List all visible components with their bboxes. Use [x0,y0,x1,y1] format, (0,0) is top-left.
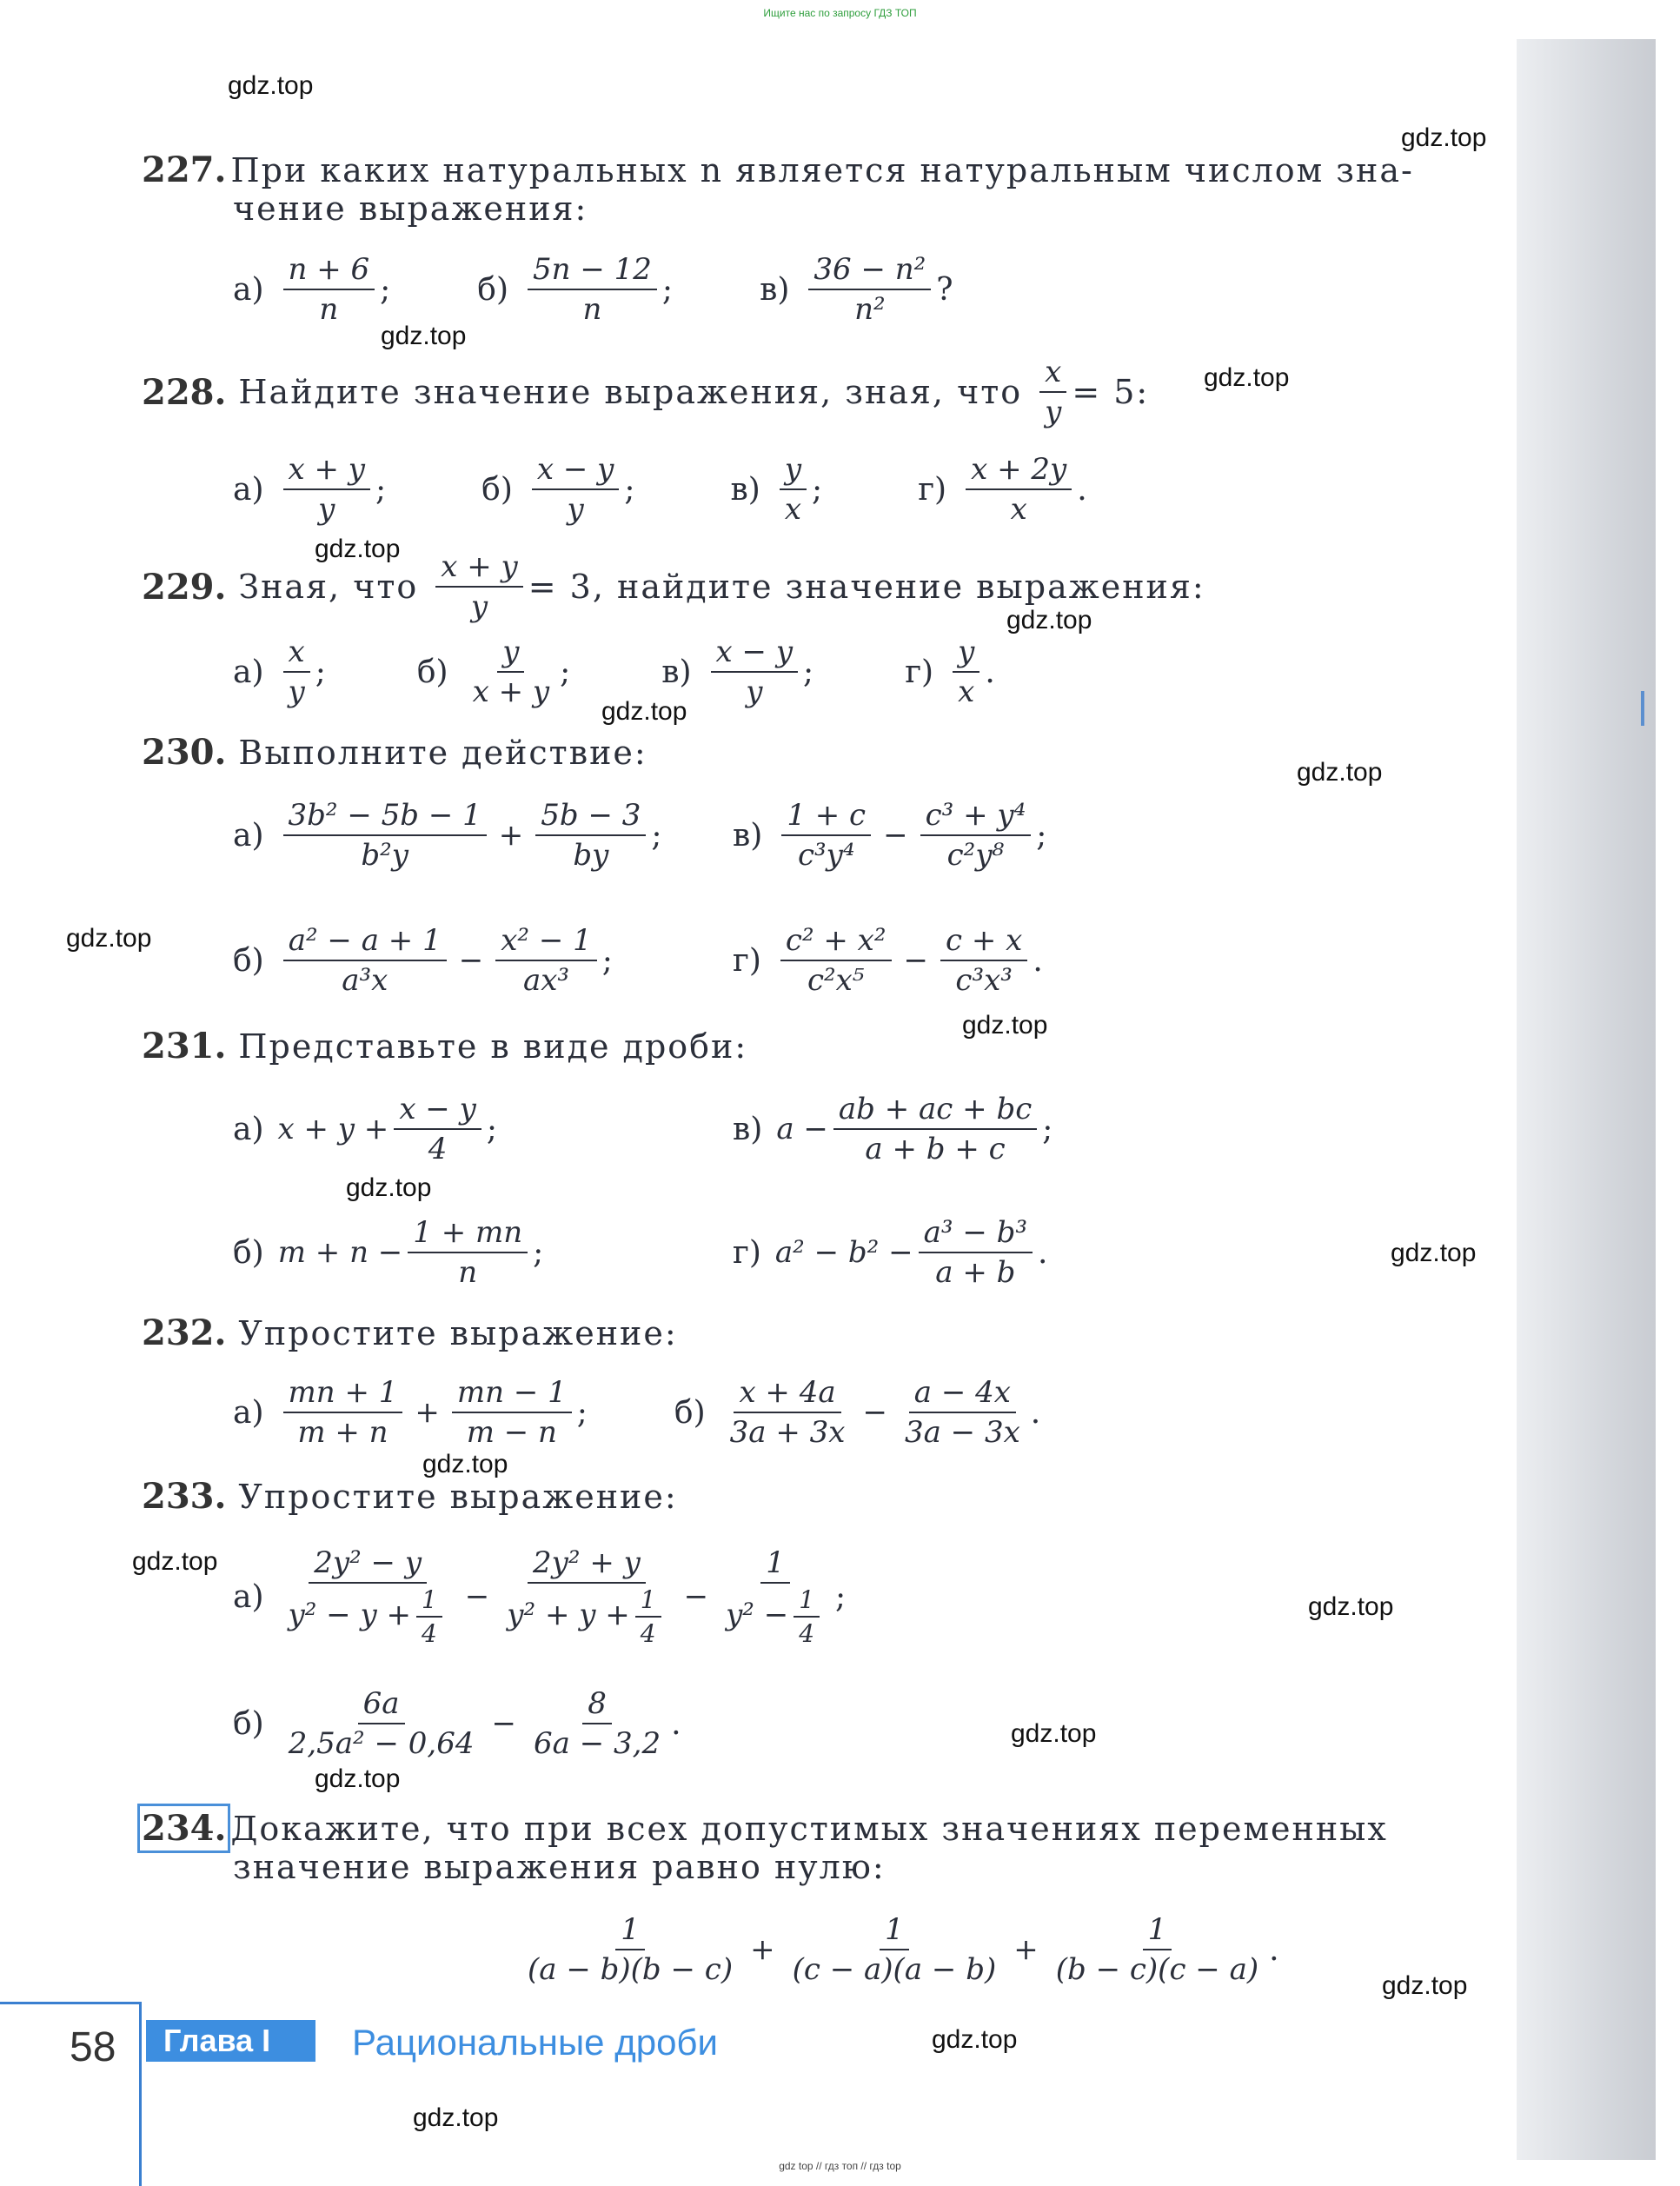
book-spine-shadow [1517,39,1656,2160]
watermark: gdz.top [932,2025,1018,2054]
fraction: $\frac{\text{a² − a + 1}}{\text{a³x}}$ [283,923,447,998]
fraction: $\frac{x + 2y}{x}$ [966,452,1072,527]
problem-text: Найдите значение выражения, зная, что [238,373,1023,411]
problem-227-options: а) $\frac{n + 6}{n}$ ; б) $\frac{5n - 12}{n}$ ; в) $\frac{\text{36 − n²}}{\text{n²}}$ ? [233,252,953,327]
watermark: gdz.top [381,322,467,350]
fraction: 1 y² − $\frac{1}{4}$ [720,1545,830,1648]
page-number: 58 [70,2024,116,2070]
fraction: 2y² + y y² + y + $\frac{1}{4}$ [501,1545,671,1648]
problem-230: 230. Выполните действие: [142,732,647,773]
chapter-title: Рациональные дроби [352,2022,718,2063]
fraction: $\frac{y}{x}$ [953,635,979,709]
fraction: $\frac{5n - 12}{n}$ [528,252,657,327]
watermark: gdz.top [413,2103,499,2132]
problem-text-cont: чение выражения: [233,189,588,228]
problem-number: 232. [142,1312,227,1353]
fraction: $\frac{1}{(b - c)(c - a)}$ [1055,1912,1259,1987]
fraction: $\frac{x - y}{y}$ [532,452,620,527]
problem-232-options: а) $\frac{mn + 1}{m + n}$ + $\frac{mn - 1}{m - n}$ ; б) $\frac{x + 4a}{3a + 3x}$ − $\frac{a - 4x}{3a - 3x}$ . [233,1375,1041,1450]
bottom-banner: gdz top // гдз топ // гдз top [779,2160,901,2172]
watermark: gdz.top [1401,123,1487,152]
watermark: gdz.top [1382,1971,1468,2000]
problem-229: 229. Зная, что $\frac{x + y}{y}$ = 3, найдите значение выражения: [142,549,1205,624]
problem-233: 233. Упростите выражение: [142,1476,678,1517]
problem-231-option-b: б) m + n − $\frac{1 + mn}{n}$ ; [233,1215,544,1290]
fraction: $\frac{y}{x}$ [780,452,807,527]
watermark: gdz.top [1297,758,1383,787]
fraction: $\frac{c + x}{\text{c³x³}}$ [940,923,1027,998]
problem-number: 231. [142,1026,227,1066]
fraction: $\frac{1 + mn}{n}$ [408,1215,528,1290]
fraction: $\frac{6a}{\text{2,5a² − 0,64}}$ [288,1686,475,1761]
fraction: $\frac{8}{6a - 3,2}$ [534,1686,661,1761]
watermark: gdz.top [422,1450,508,1478]
watermark: gdz.top [1006,606,1092,635]
fraction: $\frac{ab + ac + bc}{a + b + c}$ [833,1092,1037,1166]
problem-227 [142,149,1414,190]
watermark: gdz.top [601,697,687,726]
problem-231-option-a: а) x + y + $\frac{x - y}{4}$ ; [233,1092,497,1166]
watermark: gdz.top [315,1764,401,1793]
watermark: gdz.top [132,1547,218,1576]
chapter-label: Глава I [146,2020,315,2062]
problem-number: 229. [142,566,227,608]
footer-divider-vertical [139,2002,142,2186]
fraction: $\frac{x - y}{4}$ [394,1092,481,1166]
watermark: gdz.top [346,1173,432,1202]
fraction: $\frac{x + y}{y}$ [283,452,371,527]
watermark: gdz.top [1391,1239,1477,1267]
fraction: $\frac{x}{y}$ [283,635,310,709]
problem-230-option-b: б) $\frac{\text{a² − a + 1}}{\text{a³x}}$ − $\frac{\text{x² − 1}}{\text{ax³}}$ ; [233,923,613,998]
problem-number: 233. [142,1476,227,1517]
fraction: $\frac{y}{x + y}$ [472,635,550,709]
problem-231: 231. Представьте в виде дроби: [142,1026,748,1066]
fraction: $\frac{mn - 1}{m - n}$ [452,1375,572,1450]
fraction: $\frac{mn + 1}{m + n}$ [283,1375,403,1450]
problem-230-option-g: г) $\frac{\text{c² + x²}}{\text{c²x⁵}}$ − $\frac{c + x}{\text{c³x³}}$ . [733,923,1043,998]
fraction: $\frac{\text{c² + x²}}{\text{c²x⁵}}$ [780,923,892,998]
watermark: gdz.top [1204,363,1290,392]
fraction: $\frac{\text{c³ + y⁴}}{\text{c²y⁸}}$ [920,798,1032,873]
problem-234 [142,1808,1388,1849]
problem-231-option-g: г) a² − b² − $\frac{\text{a³ − b³}}{a + b}$ . [733,1215,1048,1290]
problem-232: 232. Упростите выражение: [142,1312,678,1353]
fraction: $\frac{\text{3b² − 5b − 1}}{\text{b²y}}$ [283,798,487,873]
fraction: $\frac{\text{36 − n²}}{\text{n²}}$ [808,252,931,327]
fraction: $\frac{1 + c}{\text{c³y⁴}}$ [781,798,871,873]
footer-divider [0,2002,141,2004]
problem-233-option-b: б) $\frac{6a}{\text{2,5a² − 0,64}}$ − $\frac{8}{6a - 3,2}$ . [233,1686,681,1761]
watermark: gdz.top [962,1011,1048,1040]
problem-number: 234. [142,1808,227,1849]
problem-234-expression: $\frac{1}{(a - b)(b - c)}$ + $\frac{1}{(c - a)(a - b)}$ + $\frac{1}{(b - c)(c - a)}$ . [517,1912,1279,1987]
fraction: $\frac{x + y}{y}$ [435,549,523,624]
watermark: gdz.top [1308,1592,1394,1621]
problem-228: 228. Найдите значение выражения, зная, что $\frac{x}{y}$ = 5: [142,355,1150,429]
problem-number: 227. [142,149,227,190]
problem-text: При каких натуральных n является натуральным числом зна- [230,151,1414,189]
spine-tab-marker [1641,691,1644,726]
fraction: $\frac{x - y}{y}$ [711,635,799,709]
problem-number: 230. [142,732,227,773]
fraction: 2y² − y y² − y + $\frac{1}{4}$ [283,1545,453,1648]
problem-text-cont: значение выражения равно нулю: [233,1848,886,1886]
fraction: $\frac{x}{y}$ [1039,355,1066,429]
watermark: gdz.top [66,924,152,953]
problem-230-option-v: в) $\frac{1 + c}{\text{c³y⁴}}$ − $\frac{\text{c³ + y⁴}}{\text{c²y⁸}}$ ; [733,798,1047,873]
fraction: $\frac{\text{x² − 1}}{\text{ax³}}$ [495,923,597,998]
fraction: $\frac{n + 6}{n}$ [283,252,375,327]
fraction: $\frac{1}{(c - a)(a - b)}$ [792,1912,997,1987]
fraction: $\frac{1}{(a - b)(b - c)}$ [528,1912,734,1987]
problem-231-option-v: в) a − $\frac{ab + ac + bc}{a + b + c}$ ; [733,1092,1053,1166]
watermark: gdz.top [228,71,314,100]
fraction: $\frac{5b - 3}{by}$ [535,798,646,873]
fraction: $\frac{x + 4a}{3a + 3x}$ [729,1375,846,1450]
watermark: gdz.top [315,535,401,563]
fraction: $\frac{\text{a³ − b³}}{a + b}$ [919,1215,1033,1290]
problem-233-option-a: а) 2y² − y y² − y + $\frac{1}{4}$ − 2y² + y y² + y + $\frac{1}{4}$ − 1 y² − $\frac{1}{4}$ ; [233,1545,847,1648]
problem-230-option-a: а) $\frac{\text{3b² − 5b − 1}}{\text{b²y}}$ + $\frac{5b - 3}{by}$ ; [233,798,662,873]
top-banner: Ищите нас по запросу ГДЗ ТОП [763,7,917,19]
fraction: $\frac{a - 4x}{3a - 3x}$ [904,1375,1020,1450]
problem-text: Докажите, что при всех допустимых значениях переменных [230,1810,1388,1848]
problem-229-options: а) $\frac{x}{y}$ ; б) $\frac{y}{x + y}$ ; в) $\frac{x - y}{y}$ ; г) $\frac{y}{x}$ . [233,635,995,709]
problem-number: 228. [142,371,227,413]
watermark: gdz.top [1011,1719,1097,1748]
problem-228-options: а) $\frac{x + y}{y}$ ; б) $\frac{x - y}{y}$ ; в) $\frac{y}{x}$ ; г) $\frac{x + 2y}{x}$ . [233,452,1087,527]
